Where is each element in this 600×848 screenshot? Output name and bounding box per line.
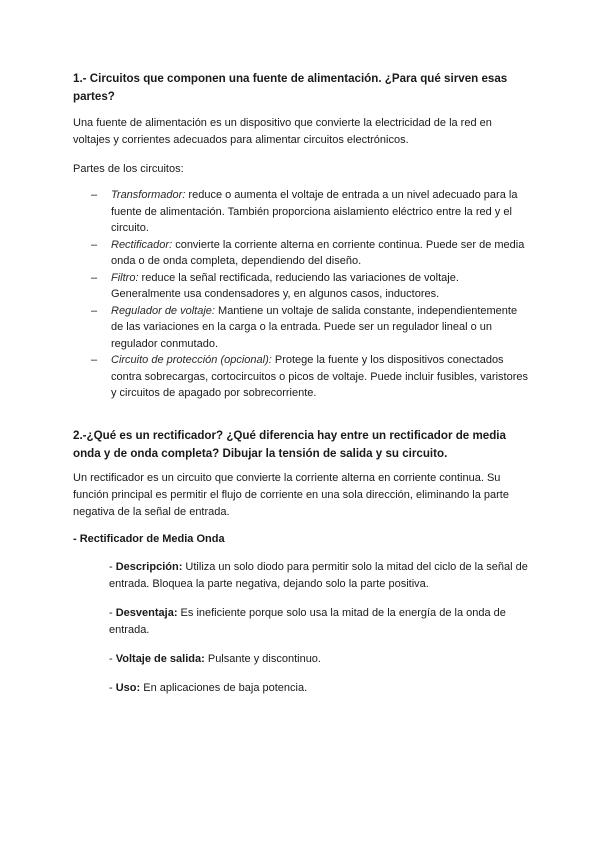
section2-intro: Un rectificador es un circuito que convierte la corriente alterna en corriente continua. Su función principal es permitir el flujo de corriente en una sola dirección, eliminando la parte negativa de la señal de entrada.	[73, 471, 509, 518]
item-text: Mantiene un voltaje de salida constante, independientemente de las variaciones en la carga o la entrada. Puede ser un regulador lineal o un regulador conmutado.	[111, 304, 518, 350]
detail-prefix: -	[109, 652, 116, 665]
item-term: Transformador:	[111, 189, 186, 201]
list-item	[91, 187, 530, 237]
half-wave-description	[73, 559, 530, 593]
parts-label: Partes de los circuitos:	[73, 163, 184, 175]
detail-prefix: -	[109, 560, 116, 573]
half-wave-disadvantage	[73, 605, 530, 639]
section1-title: 1.- Circuitos que componen una fuente de alimentación. ¿Para qué sirven esas partes?	[73, 72, 508, 103]
section1-intro: Una fuente de alimentación es un dispositivo que convierte la electricidad de la red en voltajes y corrientes adecuados para alimentar circuitos electrónicos.	[73, 117, 492, 146]
detail-label: Desventaja:	[115, 606, 178, 619]
detail-label: Voltaje de salida:	[115, 652, 205, 665]
list-dash: –	[91, 304, 98, 317]
item-text: reduce o aumenta el voltaje de entrada a un nivel adecuado para la fuente de alimentación. También proporciona aislamiento eléctrico entre la red y el circuito.	[111, 189, 518, 234]
item-text: reduce la señal rectificada, reduciendo las variaciones de voltaje. Generalmente usa condensadores y, en algunos casos, inductores.	[111, 271, 459, 300]
list-item	[91, 270, 530, 303]
half-wave-use	[73, 680, 530, 697]
detail-prefix: -	[109, 606, 116, 619]
circuit-parts-list	[73, 187, 530, 402]
half-wave-heading: - Rectificador de Media Onda	[73, 532, 225, 545]
item-term: Rectificador:	[111, 238, 173, 251]
item-term: Filtro:	[111, 271, 139, 284]
list-dash: –	[91, 271, 98, 284]
list-dash: –	[91, 354, 98, 366]
detail-text: Pulsante y discontinuo.	[204, 652, 321, 665]
section2-title: 2.-¿Qué es un rectificador? ¿Qué diferencia hay entre un rectificador de media onda y de onda completa? Dibujar la tensión de salida y su circuito.	[73, 428, 506, 460]
item-text: convierte la corriente alterna en corriente continua. Puede ser de media onda o de onda completa, dependiendo del diseño.	[111, 238, 525, 267]
detail-text: Utiliza un solo diodo para permitir solo la mitad del ciclo de la señal de entrada. Bloquea la parte negativa, dejando solo la parte positiva.	[109, 560, 528, 590]
detail-text: En aplicaciones de baja potencia.	[140, 681, 308, 694]
list-dash: –	[91, 189, 98, 201]
list-item	[91, 237, 530, 270]
item-text: Protege la fuente y los dispositivos conectados contra sobrecargas, cortocircuitos o picos de voltaje. Puede incluir fusibles, varistores y circuitos de apagado por sobrecorriente.	[111, 354, 528, 399]
detail-label: Descripción:	[115, 560, 183, 573]
detail-text: Es ineficiente porque solo usa la mitad de la energía de la onda de entrada.	[109, 606, 506, 636]
detail-prefix: -	[109, 681, 116, 694]
detail-label: Uso:	[115, 681, 141, 694]
item-term: Circuito de protección (opcional):	[111, 354, 272, 366]
list-dash: –	[91, 238, 98, 251]
half-wave-output-voltage	[73, 651, 530, 668]
list-item	[91, 303, 530, 353]
item-term: Regulador de voltaje:	[111, 304, 215, 317]
list-item	[91, 352, 530, 402]
